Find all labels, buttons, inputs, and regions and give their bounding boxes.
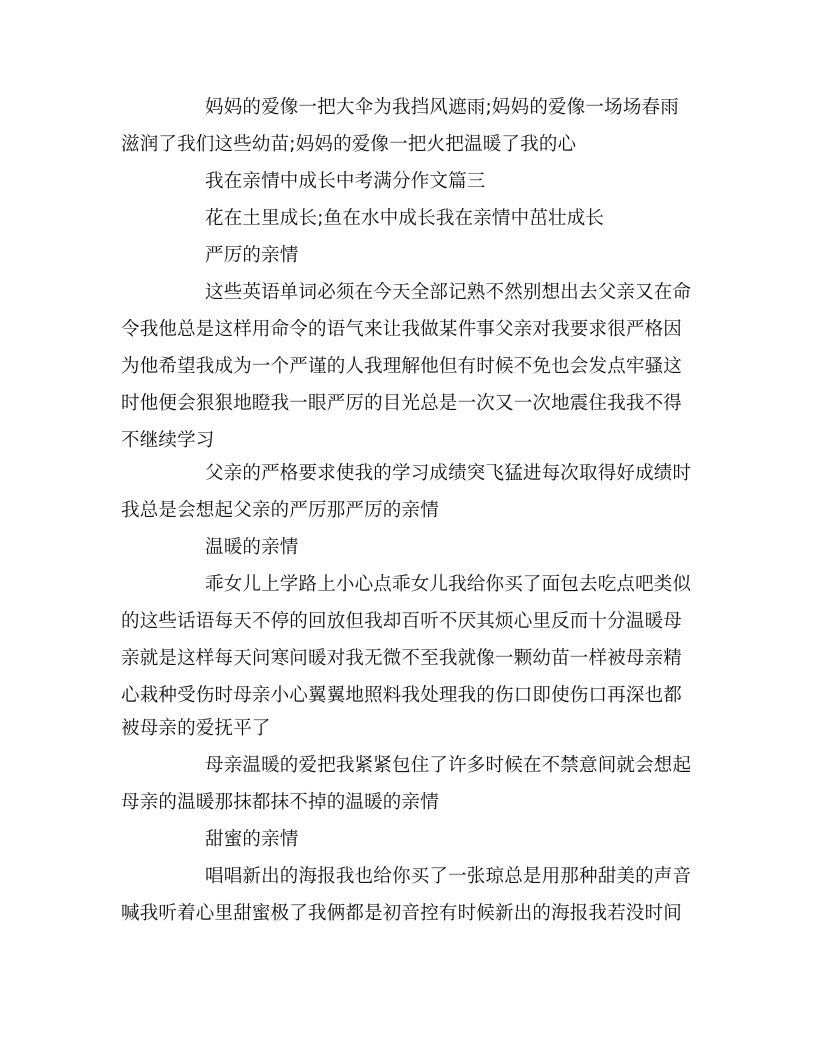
text-line: 亲就是这样每天问寒问暖对我无微不至我就像一颗幼苗一样被母亲精 [121,648,683,669]
text-line: 母亲温暖的爱把我紧紧包住了许多时候在不禁意间就会想起 [205,755,692,776]
text-line: 令我他总是这样用命令的语气来让我做某件事父亲对我要求很严格因 [121,319,683,340]
text-line: 乖女儿上学路上小心点乖女儿我给你买了面包去吃点吧类似 [205,574,692,595]
text-line: 的这些话语每天不停的回放但我却百听不厌其烦心里反而十分温暖母 [121,611,683,632]
text-line: 我总是会想起父亲的严厉那严厉的亲情 [121,500,439,521]
text-line: 心栽种受伤时母亲小心翼翼地照料我处理我的伤口即使伤口再深也都 [121,685,683,706]
text-line: 妈妈的爱像一把大伞为我挡风遮雨;妈妈的爱像一场场春雨 [205,97,679,118]
text-line: 这些英语单词必须在今天全部记熟不然别想出去父亲又在命 [205,282,692,303]
text-line: 父亲的严格要求使我的学习成绩突飞猛进每次取得好成绩时 [205,463,692,484]
text-line: 母亲的温暖那抹都抹不掉的温暖的亲情 [121,792,439,813]
text-line: 滋润了我们这些幼苗;妈妈的爱像一把火把温暖了我的心 [121,134,577,155]
text-line: 喊我听着心里甜蜜极了我俩都是初音控有时候新出的海报我若没时间 [121,903,683,924]
text-line: 为他希望我成为一个严谨的人我理解他但有时候不免也会发点牢骚这 [121,356,683,377]
text-line: 不继续学习 [121,430,215,451]
text-line: 花在土里成长;鱼在水中成长我在亲情中茁壮成长 [205,208,605,229]
text-line: 唱唱新出的海报我也给你买了一张琼总是用那种甜美的声音 [205,866,692,887]
text-line: 被母亲的爱抚平了 [121,718,271,739]
subtitle: 我在亲情中成长中考满分作文篇三 [205,171,486,192]
section-heading: 温暖的亲情 [205,537,299,558]
section-heading: 严厉的亲情 [205,245,299,266]
section-heading: 甜蜜的亲情 [205,829,299,850]
text-line: 时他便会狠狠地瞪我一眼严厉的目光总是一次又一次地震住我我不得 [121,393,683,414]
